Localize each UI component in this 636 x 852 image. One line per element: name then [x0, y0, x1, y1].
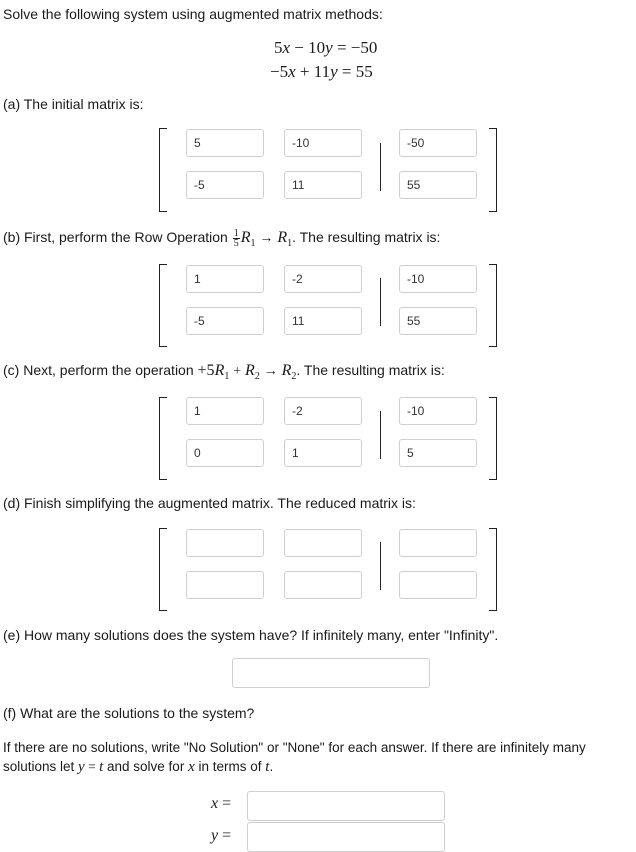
matrix-d-left-bracket: [159, 528, 167, 611]
matrix-c-left-bracket: [159, 397, 167, 480]
matrix-a-right-bracket: [489, 128, 497, 212]
instr-var-y: y: [78, 759, 85, 775]
part-c-rc-sub: 2: [291, 370, 297, 382]
matrix-c-r2c3[interactable]: [399, 439, 477, 467]
eq1-coef-b: 10: [308, 38, 326, 57]
matrix-a-r2c2[interactable]: [284, 171, 362, 199]
part-d-label: (d) Finish simplifying the augmented matrix. The reduced matrix is:: [3, 495, 416, 511]
x-var-label: x: [211, 795, 219, 812]
instr-var-x: x: [188, 759, 195, 775]
part-b-text-before: (b) First, perform the Row Operation: [3, 229, 232, 246]
matrix-a-r1c3[interactable]: [399, 129, 477, 157]
eq1-minus: −: [294, 38, 304, 57]
part-b-frac-num: 1: [233, 228, 239, 239]
matrix-b-r1c3[interactable]: [399, 265, 477, 293]
eq2-var-x: x: [288, 62, 296, 81]
y-solution-input[interactable]: [247, 822, 445, 852]
part-c-ra-sub: 1: [224, 370, 230, 382]
matrix-c-augment-line: [380, 411, 381, 459]
part-a-label: (a) The initial matrix is:: [3, 96, 144, 112]
problem-prompt: Solve the following system using augmented matrix methods:: [3, 6, 383, 22]
eq2-coef-b: 11: [313, 62, 331, 81]
matrix-a-augment-line: [380, 143, 381, 191]
matrix-a-r2c3[interactable]: [399, 171, 477, 199]
part-b-r1-target: R: [277, 229, 288, 247]
instr-var-t2: t: [265, 759, 270, 775]
part-b-fraction: [233, 229, 240, 248]
matrix-d-augment-line: [380, 542, 381, 590]
part-c-arrow: →: [263, 364, 278, 379]
matrix-b-r2c2[interactable]: [284, 307, 362, 335]
matrix-c-r1c3[interactable]: [399, 397, 477, 425]
matrix-b-r2c1[interactable]: [186, 307, 264, 335]
part-b-label: [3, 229, 440, 249]
part-b-r1: R: [240, 229, 251, 247]
x-solution-label: [211, 795, 231, 813]
part-b-r1-sub: 1: [250, 238, 256, 249]
matrix-d-r1c1[interactable]: [186, 529, 264, 557]
matrix-b-right-bracket: [489, 264, 497, 347]
matrix-c-r2c1[interactable]: [186, 439, 264, 467]
eq2-var-y: y: [330, 62, 338, 81]
matrix-c-r2c2[interactable]: [284, 439, 362, 467]
part-f-label: (f) What are the solutions to the system?: [3, 705, 255, 721]
matrix-d-r2c3[interactable]: [399, 571, 477, 599]
instr-text-pre: solutions let: [3, 759, 79, 774]
matrix-a-r1c1[interactable]: [186, 129, 264, 157]
instr-text-end: .: [269, 759, 274, 774]
eq2-coef-a: −5: [270, 62, 289, 81]
eq2-rhs: 55: [355, 62, 373, 81]
part-b-r1-target-sub: 1: [287, 238, 293, 249]
part-c-label: [3, 362, 445, 382]
matrix-b-r1c1[interactable]: [186, 265, 264, 293]
instr-equals: =: [84, 759, 100, 774]
matrix-d-r2c2[interactable]: [284, 571, 362, 599]
part-c-plus: +: [233, 364, 242, 379]
part-b-arrow: →: [259, 231, 274, 247]
eq2-equals: =: [341, 62, 352, 81]
eq2-plus: +: [299, 62, 310, 81]
matrix-d-right-bracket: [489, 528, 497, 611]
eq1-var-x: x: [282, 38, 291, 57]
matrix-a-left-bracket: [159, 128, 167, 212]
matrix-b-r2c3[interactable]: [399, 307, 477, 335]
eq1-coef-a: 5: [274, 38, 283, 57]
matrix-d-r2c1[interactable]: [186, 571, 264, 599]
matrix-b-left-bracket: [159, 264, 167, 347]
equation-1: [274, 38, 377, 58]
matrix-c-r1c1[interactable]: [186, 397, 264, 425]
part-b-frac-den: 5: [233, 238, 239, 249]
part-c-rb: R: [245, 362, 255, 379]
y-solution-label: [211, 827, 231, 845]
y-equals: =: [222, 827, 232, 844]
eq1-equals: =: [336, 38, 347, 57]
matrix-b-r1c2[interactable]: [284, 265, 362, 293]
y-var-label: y: [211, 827, 219, 844]
part-e-label: (e) How many solutions does the system have? If infinitely many, enter "Infinity".: [3, 627, 499, 643]
x-solution-input[interactable]: [247, 791, 445, 821]
matrix-d-r1c2[interactable]: [284, 529, 362, 557]
matrix-a-r1c2[interactable]: [284, 129, 362, 157]
part-b-text-after: . The resulting matrix is:: [292, 229, 441, 246]
instr-text-mid: and solve for: [103, 759, 189, 774]
part-c-rc: R: [281, 362, 292, 379]
part-c-text-after: . The resulting matrix is:: [296, 362, 445, 378]
part-c-ra: R: [214, 362, 225, 379]
matrix-a-r2c1[interactable]: [186, 171, 264, 199]
solution-count-input[interactable]: [232, 658, 430, 688]
eq1-var-y: y: [325, 38, 333, 57]
part-c-coef: +5: [197, 362, 215, 379]
x-equals: =: [222, 795, 232, 812]
matrix-c-right-bracket: [489, 397, 497, 480]
instr-var-t: t: [99, 759, 104, 775]
part-c-rb-sub: 2: [254, 370, 260, 382]
part-f-instructions-line2: [3, 759, 273, 776]
equation-2: [270, 62, 373, 82]
matrix-d-r1c3[interactable]: [399, 529, 477, 557]
instr-text-mid2: in terms of: [194, 759, 266, 774]
part-c-text-before: (c) Next, perform the operation: [3, 362, 198, 378]
part-f-instructions-line1: If there are no solutions, write "No Solution" or "None" for each answer. If there are infinitely many: [3, 740, 586, 755]
matrix-b-augment-line: [380, 278, 381, 326]
eq1-rhs: −50: [350, 38, 378, 57]
matrix-c-r1c2[interactable]: [284, 397, 362, 425]
